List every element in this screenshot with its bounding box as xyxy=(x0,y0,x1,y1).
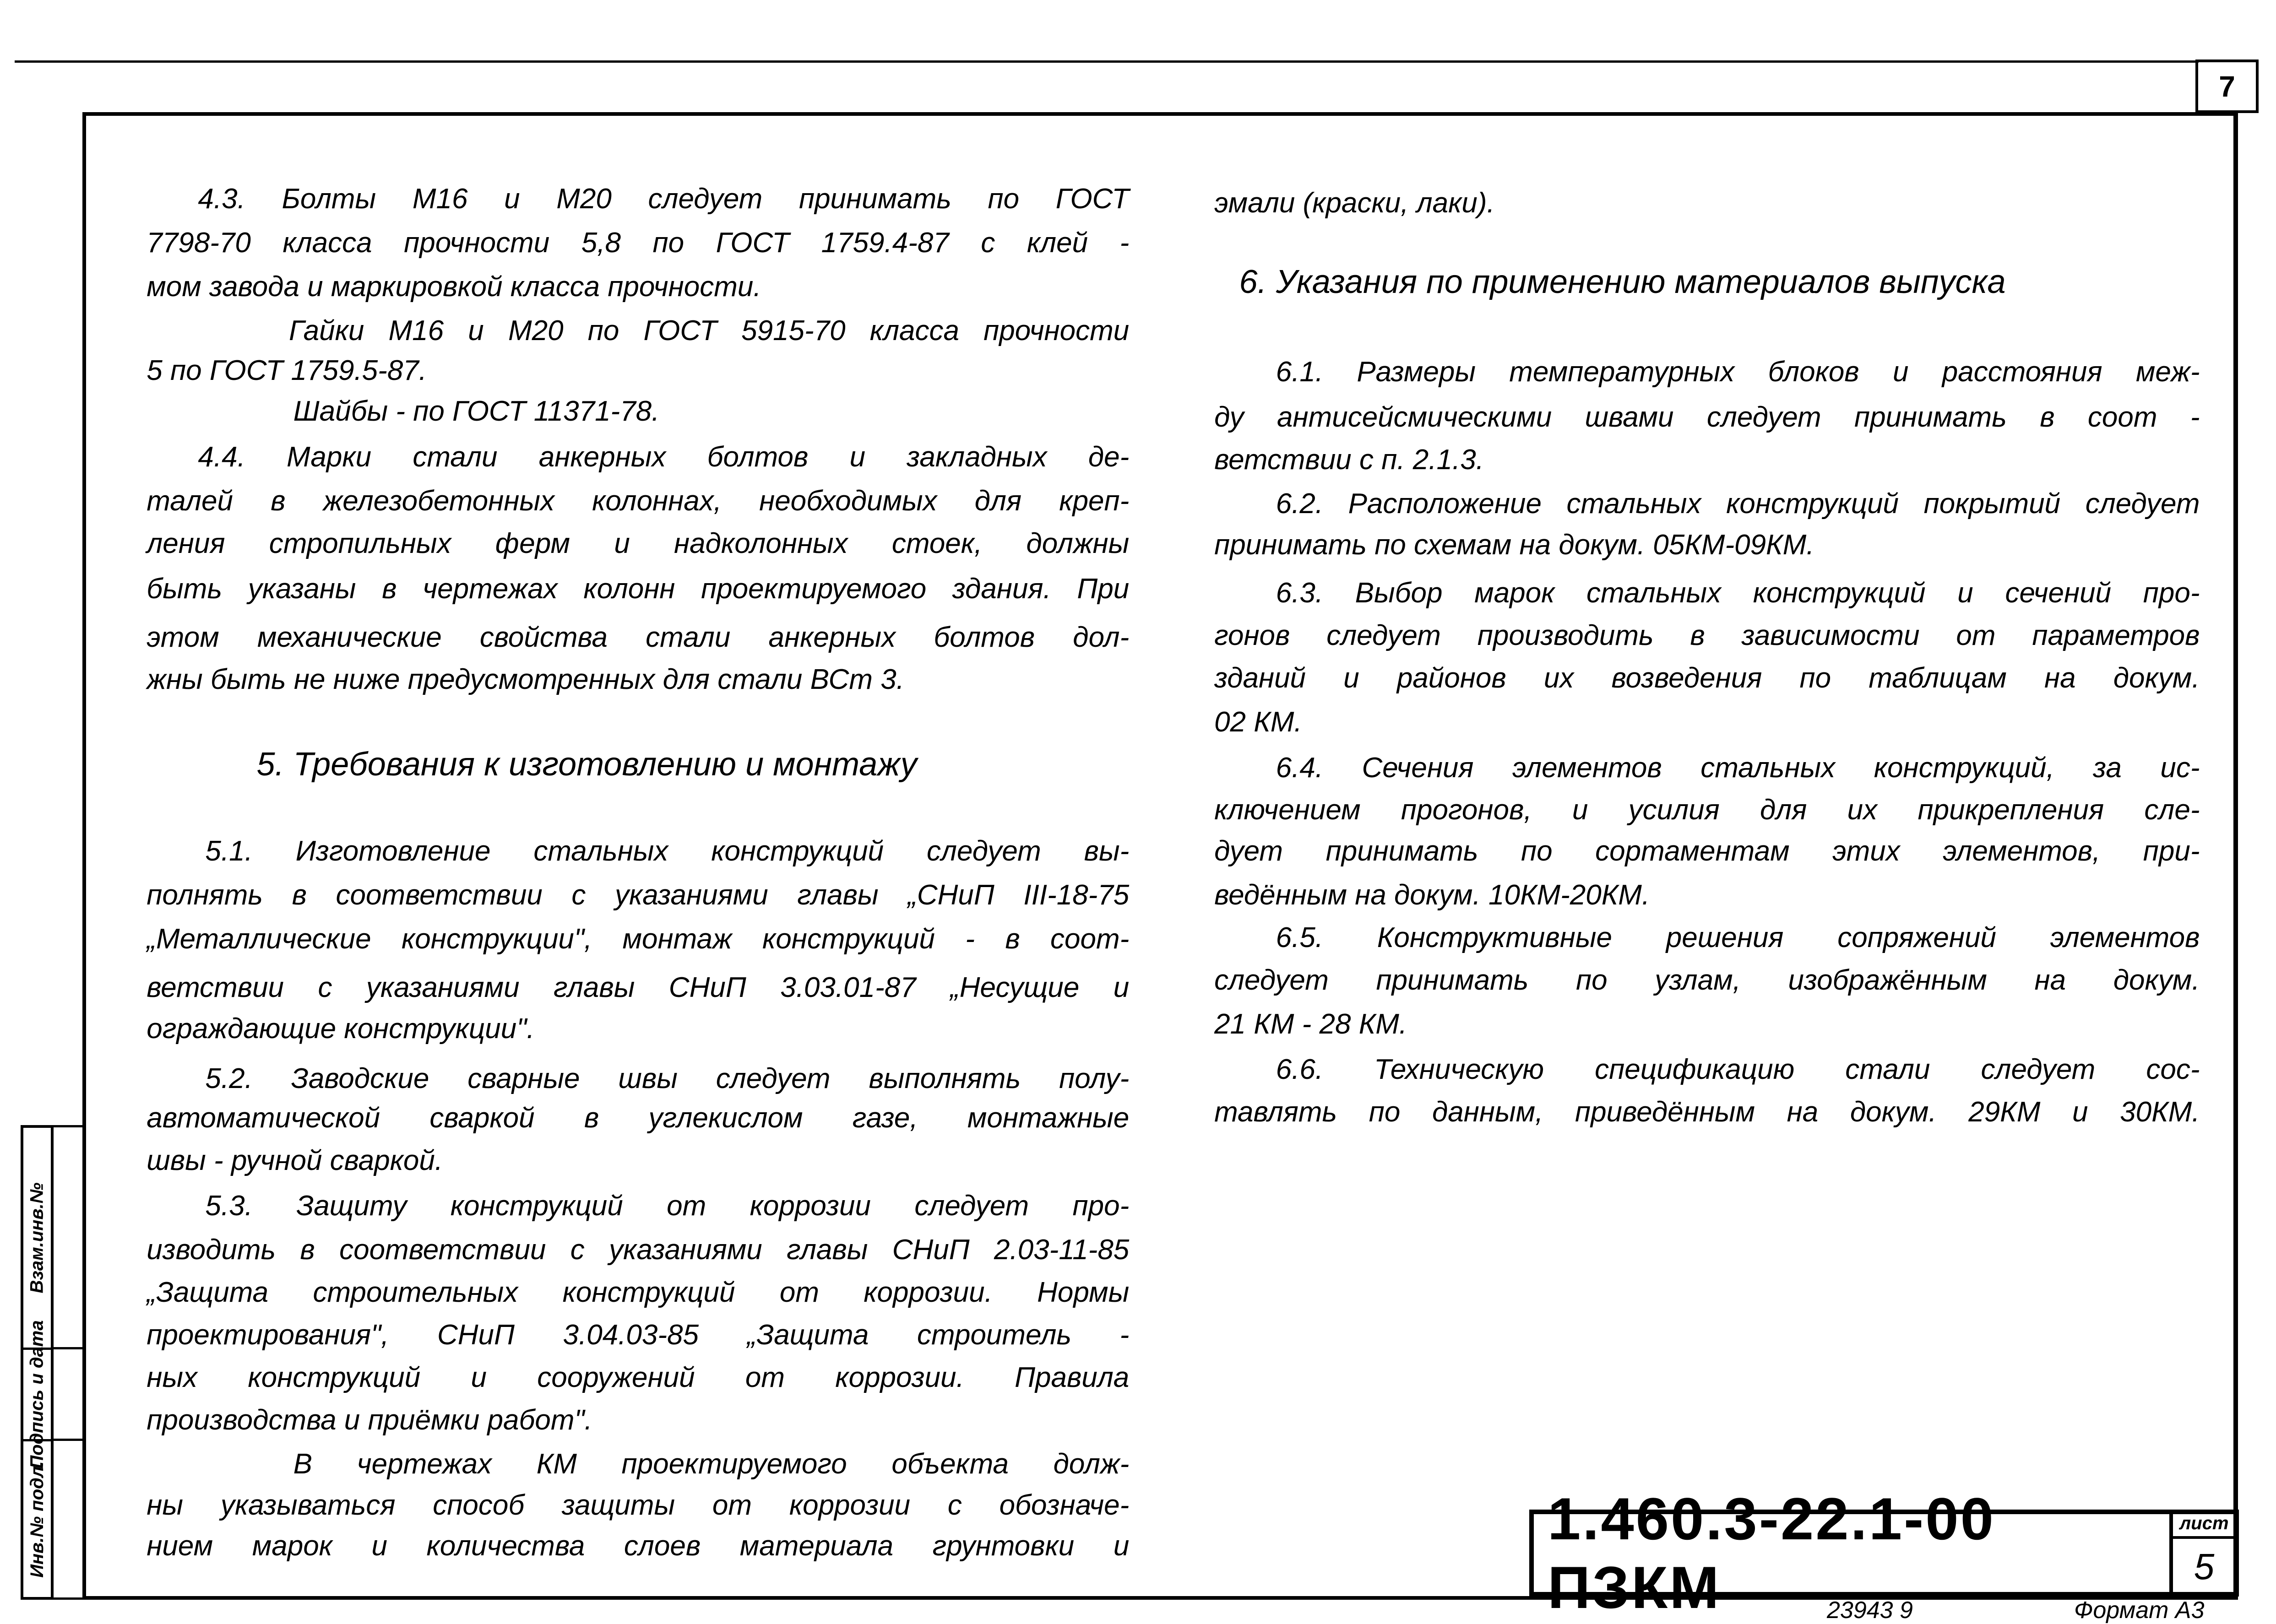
footer-format: Формат А3 xyxy=(2074,1597,2205,1624)
text-line: 5.3. Защиту конструкций от коррозии следует про- xyxy=(205,1190,1130,1222)
document-code: 1.460.3-22.1-00 ПЗКМ xyxy=(1548,1485,1995,1621)
text-line: быть указаны в чертежах колонн проектируемого здания. При xyxy=(147,573,1130,605)
text-line: тавлять по данным, приведённым на докум. 29КМ и 30КМ. xyxy=(1214,1096,2200,1128)
text-line: изводить в соответствии с указаниями главы СНиП 2.03-11-85 xyxy=(147,1234,1130,1266)
text-line: ветствии с п. 2.1.3. xyxy=(1214,444,1484,476)
sheet-number: 5 xyxy=(2194,1546,2215,1587)
text-line: „Защита строительных конструкций от коррозии. Нормы xyxy=(147,1277,1130,1309)
text-line: автоматической сваркой в углекислом газе, монтажные xyxy=(147,1102,1130,1134)
text-line: 6.2. Расположение стальных конструкций покрытий следует xyxy=(1276,488,2200,520)
text-line: ветствии с указаниями главы СНиП 3.03.01-87 „Несущие и xyxy=(147,972,1130,1004)
text-line: 5 по ГОСТ 1759.5-87. xyxy=(147,354,427,386)
text-line: Шайбы - по ГОСТ 11371-78. xyxy=(293,395,660,428)
text-line: гонов следует производить в зависимости от параметров xyxy=(1214,620,2200,652)
side-stamp xyxy=(21,1125,54,1600)
section-heading: 6. Указания по применению материалов выпуска xyxy=(1239,263,2006,300)
text-line: 5.1. Изготовление стальных конструкций следует вы- xyxy=(205,835,1130,867)
text-line: ограждающие конструкции". xyxy=(147,1012,535,1045)
text-line: 6.4. Сечения элементов стальных конструкций, за ис- xyxy=(1276,752,2200,784)
side-stamp-label: Взам.инв.№ xyxy=(27,1182,47,1293)
side-stamp-cell xyxy=(23,1320,51,1469)
sheet-label: лист xyxy=(2173,1513,2235,1539)
text-line: эмали (краски, лаки). xyxy=(1214,187,1495,219)
text-line: Гайки М16 и М20 по ГОСТ 5915-70 класса прочности xyxy=(288,315,1130,347)
side-stamp-label: Подпись и дата xyxy=(27,1320,47,1469)
text-line: следует принимать по узлам, изображённым на докум. xyxy=(1214,964,2200,996)
text-line: дует принимать по сортаментам этих элементов, при- xyxy=(1214,835,2200,867)
text-line: зданий и районов их возведения по таблицам на докум. xyxy=(1214,662,2200,694)
text-line: проектирования", СНиП 3.04.03-85 „Защита строитель - xyxy=(147,1319,1130,1351)
text-line: швы - ручной сваркой. xyxy=(147,1144,443,1176)
text-line: 7798-70 класса прочности 5,8 по ГОСТ 1759.4-87 с клей - xyxy=(147,227,1130,259)
text-line: ления стропильных ферм и надколонных стоек, должны xyxy=(147,527,1130,559)
side-stamp-cell xyxy=(23,1128,51,1350)
text-line: талей в железобетонных колоннах, необходимых для креп- xyxy=(147,485,1130,517)
text-line: В чертежах КМ проектируемого объекта долж- xyxy=(293,1448,1130,1480)
text-line: 4.3. Болты М16 и М20 следует принимать по ГОСТ xyxy=(198,183,1130,215)
text-line: мом завода и маркировкой класса прочности. xyxy=(147,271,761,303)
section-heading: 5. Требования к изготовлению и монтажу xyxy=(256,746,917,783)
text-line: 5.2. Заводские сварные швы следует выполнять полу- xyxy=(205,1062,1130,1094)
page-number: 7 xyxy=(2195,60,2259,113)
text-line: принимать по схемам на докум. 05КМ-09КМ. xyxy=(1214,529,1814,561)
text-line: производства и приёмки работ". xyxy=(147,1404,592,1436)
text-line: нием марок и количества слоев материала грунтовки и xyxy=(147,1530,1130,1562)
text-line: 6.3. Выбор марок стальных конструкций и сечений про- xyxy=(1276,577,2200,609)
text-line: этом механические свойства стали анкерных болтов дол- xyxy=(147,621,1130,653)
side-stamp-label: Инв.№ подл. xyxy=(27,1461,47,1578)
text-line: „Металлические конструкции", монтаж конструкций - в соот- xyxy=(147,923,1130,955)
text-line: 6.5. Конструктивные решения сопряжений элементов xyxy=(1276,922,2200,954)
text-line: 6.1. Размеры температурных блоков и расстояния меж- xyxy=(1276,356,2200,388)
text-line: ду антисейсмическими швами следует принимать в соот - xyxy=(1214,401,2200,433)
text-line: 21 КМ - 28 КМ. xyxy=(1214,1008,1407,1040)
text-line: ны указываться способ защиты от коррозии с обозначе- xyxy=(147,1489,1130,1521)
text-line: 02 КМ. xyxy=(1214,706,1302,738)
text-line: 6.6. Техническую спецификацию стали следует сос- xyxy=(1276,1054,2200,1086)
text-line: жны быть не ниже предусмотренных для стали ВСт 3. xyxy=(147,664,904,696)
text-line: полнять в соответствии с указаниями главы „СНиП III-18-75 xyxy=(147,879,1130,911)
side-stamp-entry-column xyxy=(54,1125,86,1600)
text-line: 4.4. Марки стали анкерных болтов и закладных де- xyxy=(198,441,1130,473)
text-line: ключением прогонов, и усилия для их прикрепления сле- xyxy=(1214,794,2200,826)
text-line: ных конструкций и сооружений от коррозии. Правила xyxy=(147,1362,1130,1394)
footer-inventory-number: 23943 9 xyxy=(1827,1597,1913,1624)
top-border-line xyxy=(15,60,2199,63)
side-stamp-cell xyxy=(23,1441,51,1597)
text-line: ведённым на докум. 10КМ-20КМ. xyxy=(1214,879,1650,911)
